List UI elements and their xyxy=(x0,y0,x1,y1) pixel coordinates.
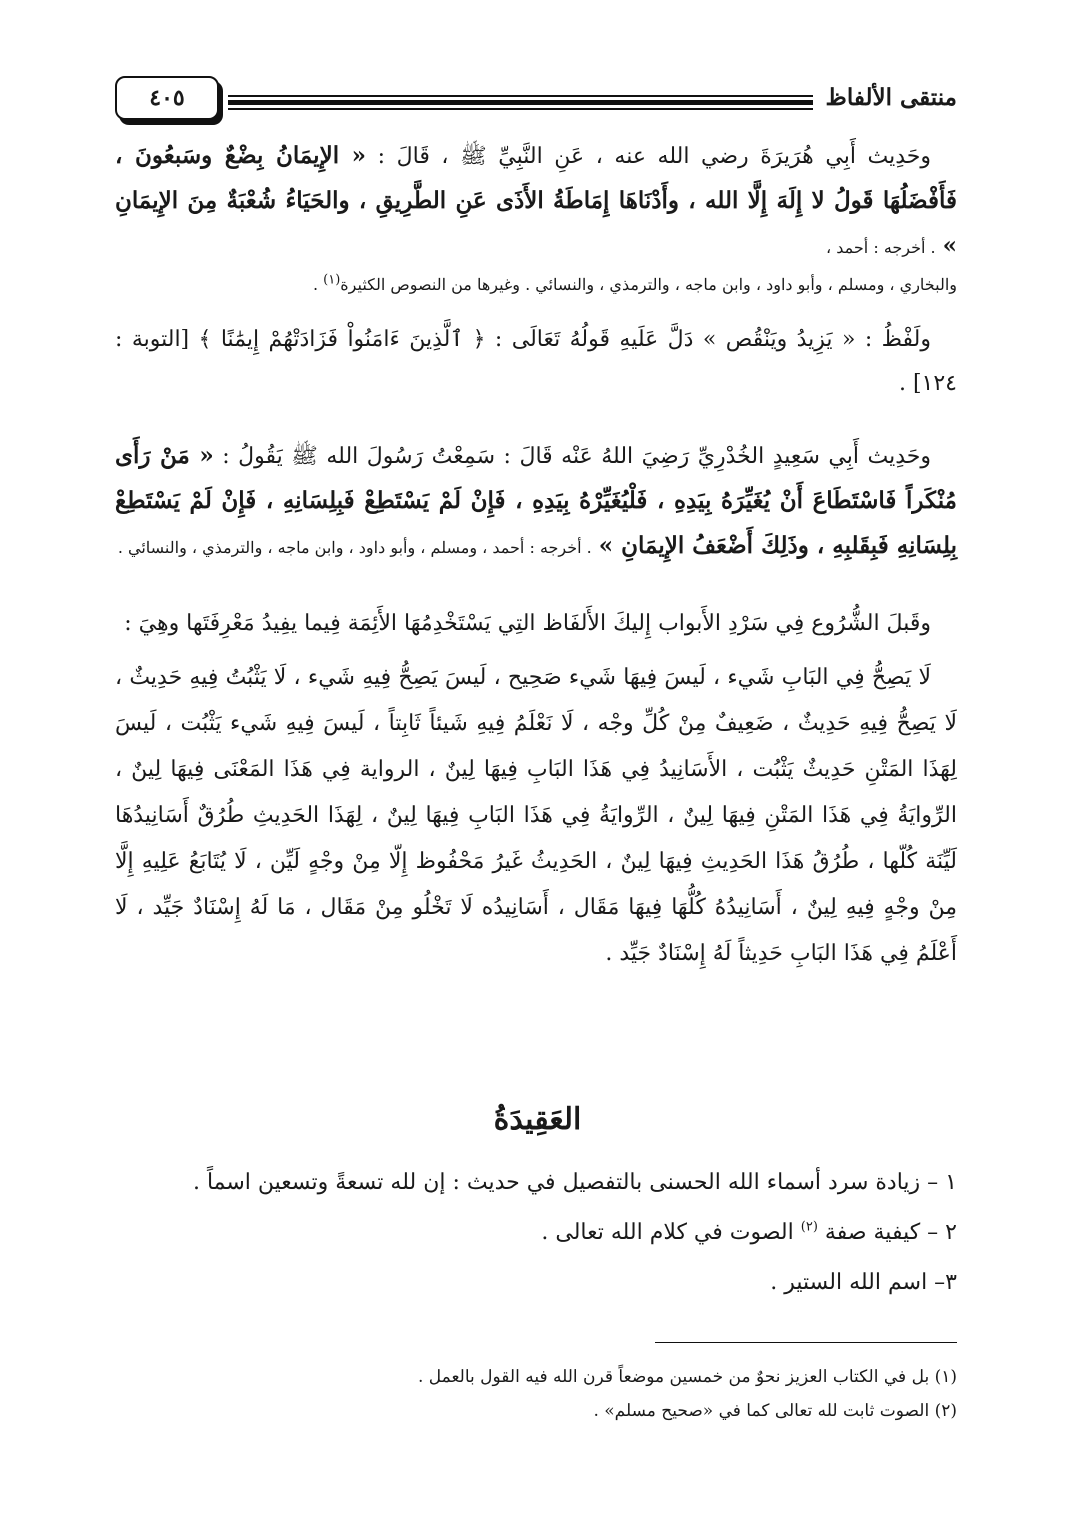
paragraph-hadith-abu-hurayrah xyxy=(115,134,957,300)
list-item: ٣– اسم الله الستير . xyxy=(770,1270,957,1295)
header-rule xyxy=(228,95,813,111)
paragraph-hadith-abu-said xyxy=(115,434,957,570)
p3-source: . أخرجه : أحمد ، ومسلم ، وأبو داود ، وابن ماجه ، والترمذي ، والنسائي . xyxy=(117,538,592,557)
p1-source-b: والبخاري ، ومسلم ، وأبو داود ، وابن ماجه ، والترمذي ، والنسائي . وغيرها من النصوص الكثيرة xyxy=(340,275,957,294)
paragraph-terms-list xyxy=(115,655,957,977)
footnote-separator xyxy=(655,1342,957,1343)
paragraph-introduction xyxy=(115,602,957,646)
p4-text: وقَبلَ الشُّرُوع فِي سَرْدِ الأَبواب إِليكَ الأَلفَاظ التِي يَسْتَخْدِمُهَا الأَئِمَة فِيما يفِيدُ مَعْرِفَتَها وهِيَ : xyxy=(124,611,931,636)
running-header-title: منتقى الألفاظ xyxy=(825,84,957,111)
footnote-ref-2[interactable]: (٢) xyxy=(800,1219,818,1235)
p1-hadith: « الإِيمَانُ بِضْعٌ وسَبعُونَ ، فَأَفْضَلُهَا قَولُ لا إِلَهَ إِلَّا الله ، وأَدْنَاهَا إِمَاطَةُ الأَذَى عَنِ الطَّرِيقِ ، والحَيَاءُ شُعْبَةٌ مِنَ الإِيمَانِ » xyxy=(115,142,957,259)
section-title: العَقِيدَةُ xyxy=(493,1102,582,1137)
footnote-ref-1[interactable]: (١) xyxy=(323,272,341,288)
p3-hadith: « مَنْ رَأَى مُنْكَراً فَاسْتَطَاعَ أَنْ يُغَيِّرَهُ بِيَدِهِ ، فَلْيُغَيِّرْهُ بِيَدِهِ ، فَإِنْ لَمْ يَسْتَطِعْ فَبِلِسَانِهِ ، فَإِنْ لَمْ يَسْتَطِعْ بِلِسَانِهِ فَبِقَلبِهِ ، وذَلِكَ أَضْعَفُ الإِيمَانِ » xyxy=(115,442,957,559)
footnotes xyxy=(117,1360,957,1428)
page-number: ٤٠٥ xyxy=(115,76,219,120)
list-item-2-before: ٢ – كيفية صفة xyxy=(824,1220,957,1245)
footnote-2: (٢) الصوت ثابت لله تعالى كما في «صحيح مسلم» . xyxy=(593,1401,957,1421)
p3-intro: وحَدِيث أَبِي سَعِيدٍ الخُدْرِيِّ رَضِيَ اللهُ عَنْه قَالَ : سَمِعْتُ رَسُولَ الله ﷺ يَقُولُ : xyxy=(222,444,932,469)
p1-intro: وحَدِيث أَبِي هُرَيرَةَ رضي الله عنه ، عَنِ النَّبِيِّ ﷺ ، قَالَ : xyxy=(377,144,932,169)
p2-text: ولَفْظُ : « يَزِيدُ ويَنْقُص » دَلَّ عَلَيهِ قَولُهُ تَعَالَى : ﴿ ٱلَّذِينَ ءَامَنُواْ فَزَادَتْهُمْ إِيمَٰنًا ﴾ [التوبة : ١٢٤] . xyxy=(115,327,957,396)
list-item-2-after: الصوت في كلام الله تعالى . xyxy=(541,1220,794,1245)
paragraph-yazid-wa-yanqus xyxy=(115,318,957,406)
section-list xyxy=(192,1158,957,1308)
p5-text: لَا يَصِحُّ فِي البَابِ شَيء ، لَيسَ فِيهَا شَيء صَحِيح ، لَيسَ يَصِحُّ فِيهِ شَيء ، لَا يَثْبُتُ فِيهِ حَدِيثٌ ، لَا يَصِحُّ فِيهِ حَدِيثٌ ، ضَعِيفٌ مِنْ كُلِّ وجْه ، لَا نَعْلَمُ فِيهِ شَيئاً ثَابِتاً ، لَيسَ فِيهِ شَيء يَثْبُت ، لَيسَ لِهَذَا المَتْنِ حَدِيثٌ يَثْبُت ، الأَسَانِيدُ فِي هَذَا البَابِ فِيهَا لِينٌ ، الرواية فِي هَذَا المَعْنَى فِيهَا لِينٌ ، الرِّوايَةُ فِي هَذَا المَتْنِ فِيهَا لِينٌ ، الرِّوايَةُ فِي هَذَا البَابِ فِيهَا لِينٌ ، لِهَذَا الحَدِيثِ طُرُقٌ أَسَانِيدُهَا لَيِّنَة كُلّها ، طُرُقُ هَذَا الحَدِيثِ فِيهَا لِينٌ ، الحَدِيثُ غَيرُ مَحْفُوظ إِلّا مِنْ وجْهٍ لَيِّن ، لَا يُتَابَعُ عَلِيهِ إِلَّا مِنْ وجْهٍ فِيهِ لِينٌ ، أَسَانِيدُهُ كُلُّهَا فِيهَا مَقَال ، أَسَانِيدُه لَا تَخْلُو مِنْ مَقَال ، مَا لَهُ إِسْنَادٌ جَيِّد ، لَا أَعْلَمُ فِي هَذَا البَابِ حَدِيثاً لَهُ إِسْنَادٌ جَيِّد . xyxy=(115,665,957,966)
p1-source-a: . أخرجه : أحمد ، xyxy=(826,238,936,257)
list-item xyxy=(197,1208,957,1258)
p1-end: . xyxy=(312,275,319,294)
footnote-1: (١) بل في الكتاب العزيز نحوٌ من خمسين موضعاً قرن الله فيه القول بالعمل . xyxy=(417,1367,957,1387)
list-item: ١ – زيادة سرد أسماء الله الحسنى بالتفصيل في حديث : إن لله تسعةً وتسعين اسماً . xyxy=(192,1170,957,1195)
